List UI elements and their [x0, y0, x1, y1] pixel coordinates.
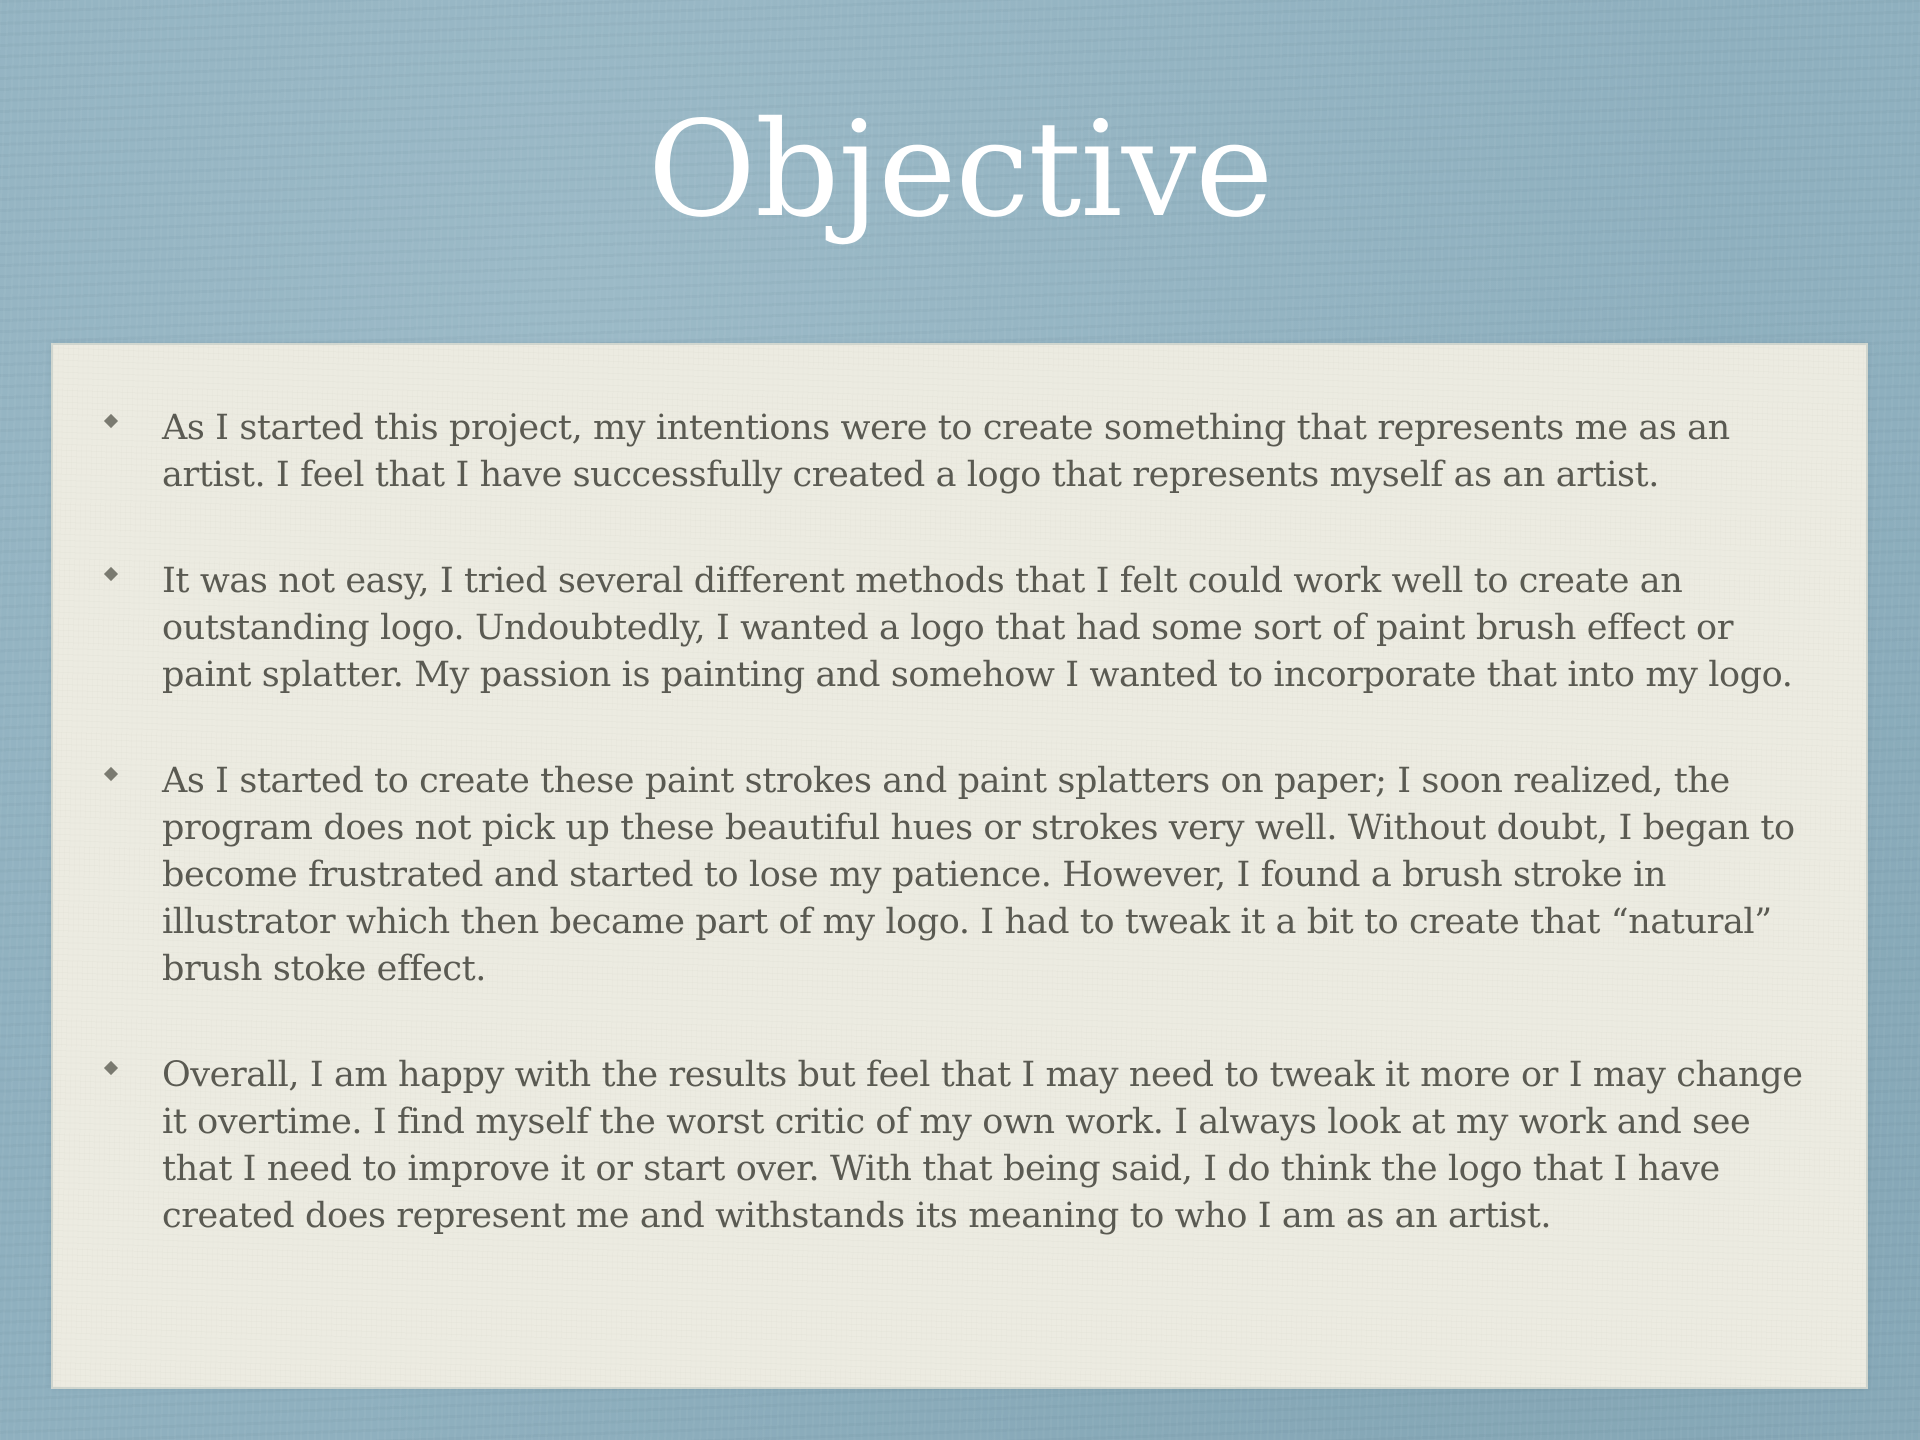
diamond-bullet-icon [104, 1061, 118, 1075]
bullet-item [53, 1052, 1866, 1240]
bullet-text: As I started this project, my intentions were to create something that represents me as an artist. I feel that I have successfully created a logo that represents myself as an artist. [162, 408, 1730, 495]
diamond-bullet-icon [104, 767, 118, 781]
diamond-bullet-icon [104, 567, 118, 581]
bullet-item [53, 405, 1866, 499]
bullet-text: Overall, I am happy with the results but feel that I may need to tweak it more or I may change it overtime. I find myself the worst critic of my own work. I always look at my work and see that I need to improve it or start over. With that being said, I do think the logo that I have created does represent me and withstands its meaning to who I am as an artist. [162, 1055, 1803, 1236]
bullet-text: As I started to create these paint strokes and paint splatters on paper; I soon realized, the program does not pick up these beautiful hues or strokes very well. Without doubt, I began to become frustrated and started to lose my patience. However, I found a brush stroke in illustrator which then became part of my logo. I had to tweak it a bit to create that “natural” brush stoke effect. [162, 761, 1795, 989]
bullet-list [53, 405, 1866, 1299]
bullet-text: It was not easy, I tried several different methods that I felt could work well to create an outstanding logo. Undoubtedly, I wanted a logo that had some sort of paint brush effect or paint splatter. My passion is painting and somehow I wanted to incorporate that into my logo. [162, 561, 1793, 695]
content-panel [53, 345, 1866, 1387]
slide-title: Objective [647, 93, 1273, 247]
bullet-item [53, 758, 1866, 993]
bullet-item [53, 558, 1866, 699]
diamond-bullet-icon [104, 414, 118, 428]
